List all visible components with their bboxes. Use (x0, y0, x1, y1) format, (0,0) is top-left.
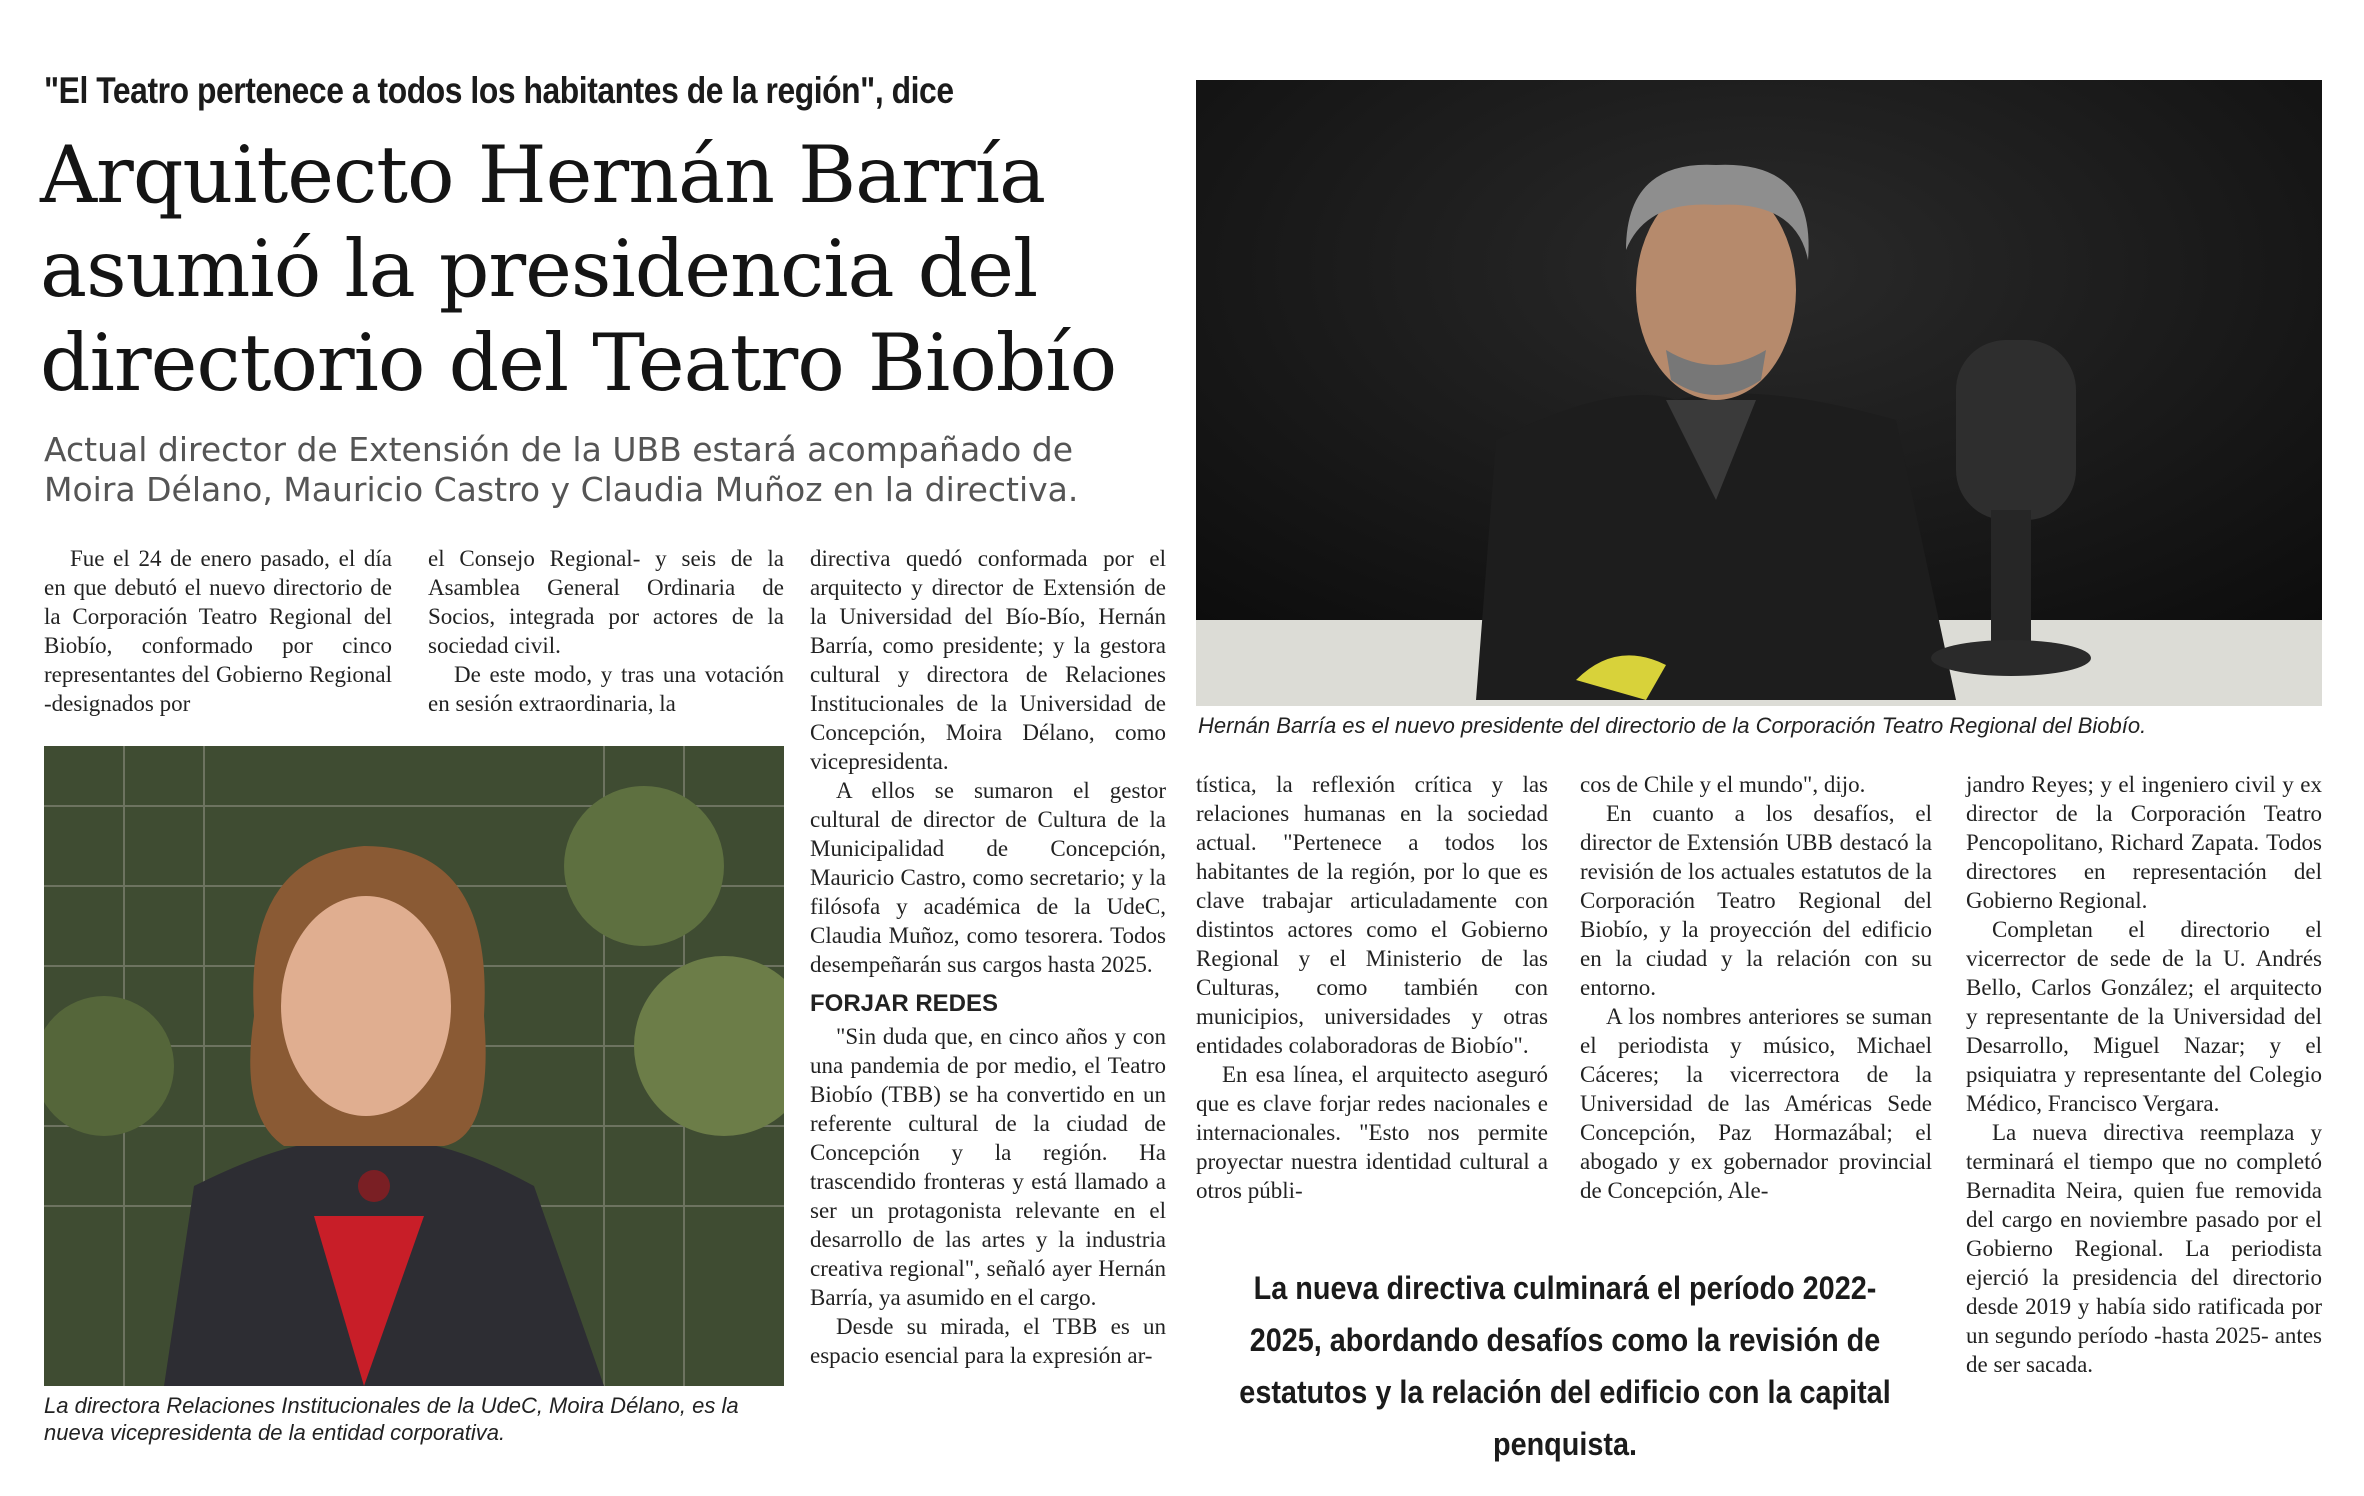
deck: Actual director de Extensión de la UBB estará acompañado de Moira Délano, Mauricio Castro y Claudia Muñoz en la directiva. (44, 430, 1079, 509)
paragraph: En esa línea, el arquitecto aseguró que es clave forjar redes nacionales e internacionales. "Esto nos permite proyectar nuestra identidad cultural a otros públi- (1196, 1062, 1548, 1203)
man-with-microphone-illustration (1196, 80, 2322, 706)
paragraph: el Consejo Regional- y seis de la Asamblea General Ordinaria de Socios, integrada por actores de la sociedad civil. (428, 546, 784, 658)
headline: Arquitecto Hernán Barría asumió la presidencia del directorio del Teatro Biobío (40, 129, 1117, 409)
paragraph: jandro Reyes; y el ingeniero civil y ex director de la Corporación Teatro Pencopolitano, Richard Zapata. Todos directores en representación del Gobierno Regional. (1966, 772, 2322, 913)
paragraph: A los nombres anteriores se suman el periodista y músico, Michael Cáceres; la vicerrectora de la Universidad de las Américas Sede Concepción, Paz Hormazábal; el abogado y ex gobernador provincial de Concepción, Ale- (1580, 1004, 1932, 1203)
second-photo-caption: La directora Relaciones Institucionales de la UdeC, Moira Délano, es la nueva vicepresidenta de la entidad corporativa. (44, 1393, 739, 1445)
column-4 (1196, 770, 1548, 1205)
kicker: "El Teatro pertenece a todos los habitantes de la región", dice (44, 70, 954, 111)
paragraph: La nueva directiva reemplaza y terminará el tiempo que no completó Bernadita Neira, quien fue removida del cargo en noviembre pasado por el Gobierno Regional. La periodista ejerció la presidencia del directorio desde 2019 y había sido ratificada por un segundo período -hasta 2025- antes de ser sacada. (1966, 1120, 2322, 1377)
pull-quote: La nueva directiva culminará el período 2022-2025, abordando desafíos como la revisión de estatutos y la relación del edificio con la capital penquista. (1239, 1270, 1891, 1462)
paragraph: Desde su mirada, el TBB es un espacio esencial para la expresión ar- (810, 1314, 1166, 1368)
paragraph: cos de Chile y el mundo", dijo. (1580, 772, 1866, 797)
paragraph: A ellos se sumaron el gestor cultural de director de Cultura de la Municipalidad de Concepción, Mauricio Castro, como secretario; y la filósofa y académica de la UdeC, Claudia Muñoz, como tesorera. Todos desempeñarán sus cargos hasta 2025. (810, 778, 1166, 977)
main-photo-caption: Hernán Barría es el nuevo presidente del directorio de la Corporación Teatro Regional del Biobío. (1198, 713, 2147, 738)
paragraph: tística, la reflexión crítica y las relaciones humanas en la sociedad actual. "Pertenece a todos los habitantes de la región, por lo que es clave trabajar articuladamente con distintos actores como el Gobierno Regional y el Ministerio de las Culturas, como también con municipios, universidades y otras entidades colaboradoras de Biobío". (1196, 772, 1548, 1058)
paragraph: Fue el 24 de enero pasado, el día en que debutó el nuevo directorio de la Corporación Teatro Regional del Biobío, conformado por cinco representantes del Gobierno Regional -designados por (44, 546, 392, 716)
subhead: FORJAR REDES (810, 990, 999, 1017)
column-3 (810, 544, 1166, 1370)
column-1 (44, 544, 392, 718)
paragraph: Completan el directorio el vicerrector de sede de la U. Andrés Bello, Carlos González; el arquitecto y representante de la Universidad del Desarrollo, Miguel Nazar; y el psiquiatra y representante del Colegio Médico, Francisco Vergara. (1966, 917, 2322, 1116)
paragraph: De este modo, y tras una votación en sesión extraordinaria, la (428, 662, 784, 716)
second-photo (44, 746, 784, 1386)
paragraph: "Sin duda que, en cinco años y con una pandemia de por medio, el Teatro Biobío (TBB) se ha convertido en un referente cultural de la ciudad de Concepción y la región. Ha trascendido fronteras y está llamado a ser un protagonista relevante en el desarrollo de las artes y la industria creativa regional", señaló ayer Hernán Barría, ya asumido en el cargo. (810, 1024, 1166, 1310)
paragraph: directiva quedó conformada por el arquitecto y director de Extensión de la Universidad del Bío-Bío, Hernán Barría, como presidente; y la gestora cultural y directora de Relaciones Institucionales de la Universidad de Concepción, Moira Délano, como vicepresidenta. (810, 546, 1166, 774)
column-6 (1966, 770, 2322, 1379)
paragraph: En cuanto a los desafíos, el director de Extensión UBB destacó la revisión de los actuales estatutos de la Corporación Teatro Regional del Biobío, y la proyección del edificio en la ciudad y la relación con su entorno. (1580, 801, 1932, 1000)
column-2 (428, 544, 784, 718)
woman-portrait-illustration (44, 746, 784, 1386)
column-5 (1580, 770, 1932, 1205)
main-photo (1196, 80, 2322, 706)
